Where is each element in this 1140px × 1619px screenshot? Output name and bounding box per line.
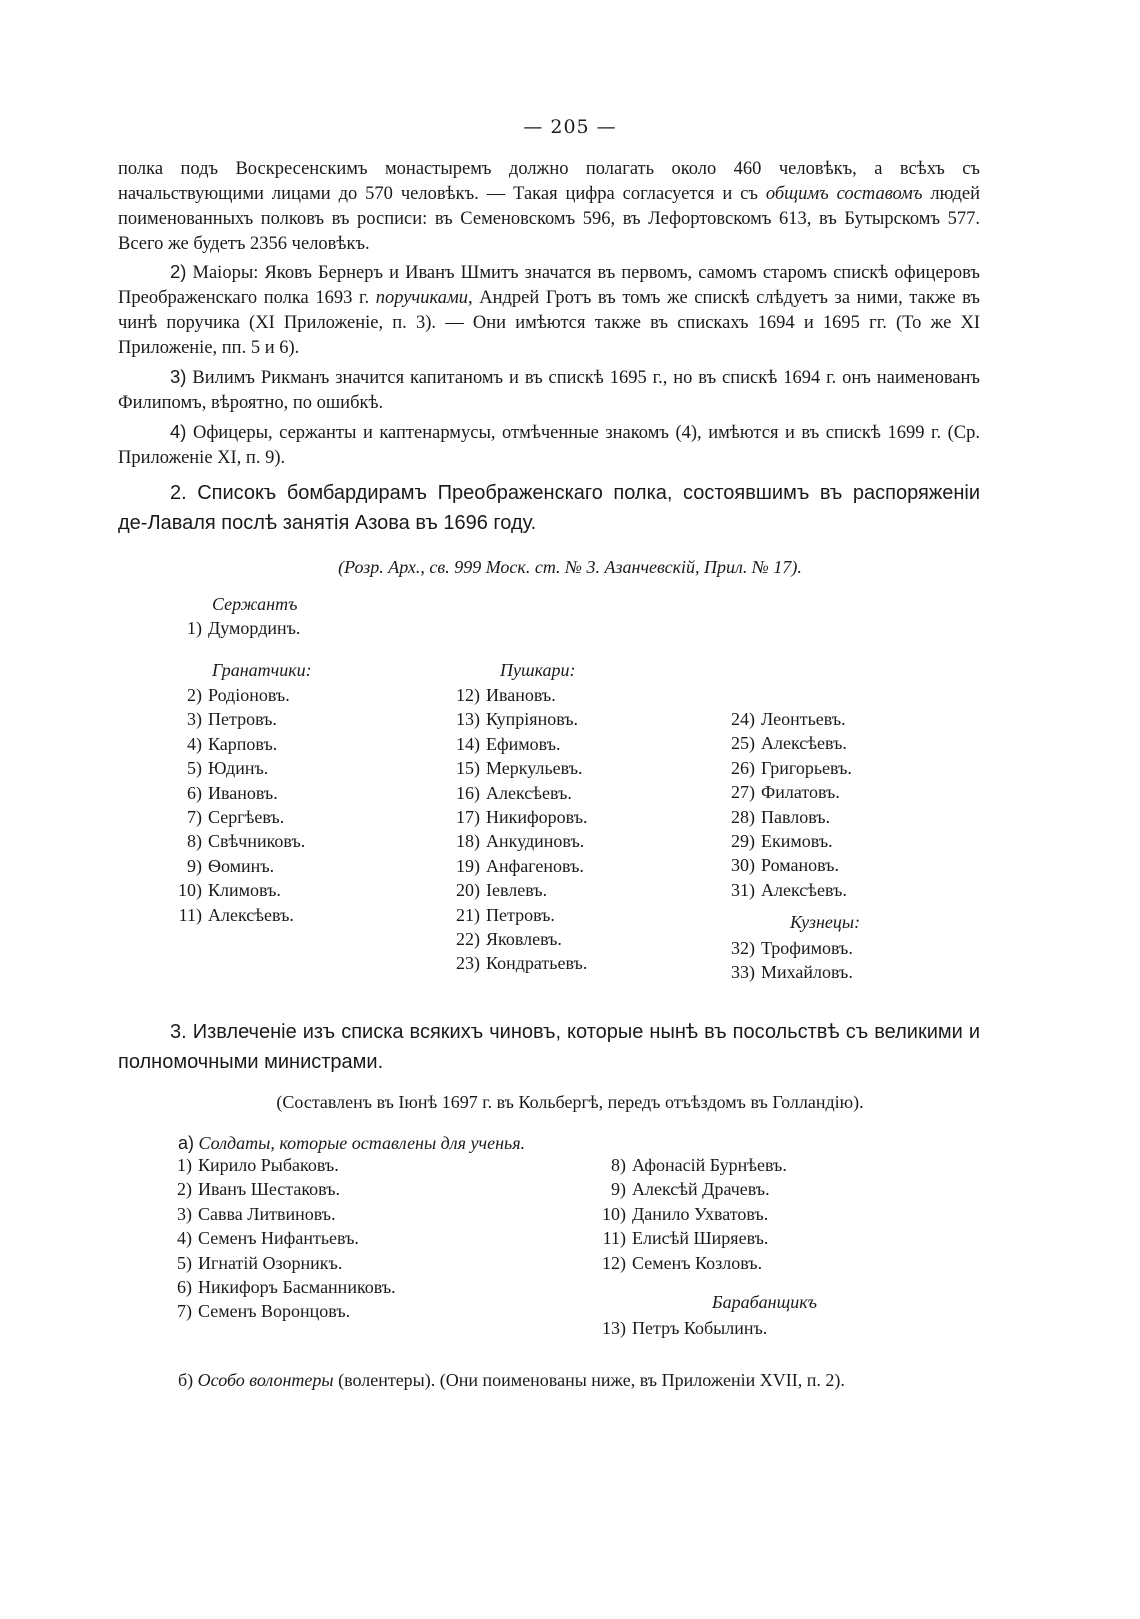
item-number: 7) xyxy=(187,807,202,827)
item-number: 4) xyxy=(177,1228,192,1249)
item-name: Климовъ. xyxy=(208,880,281,901)
item-name: Свѣчниковъ. xyxy=(208,831,306,852)
list-item xyxy=(168,1275,396,1299)
note-number: 3) xyxy=(170,366,187,387)
list-item xyxy=(168,1153,339,1177)
item-number: 16) xyxy=(456,782,480,803)
item-name: Алексѣевъ. xyxy=(761,733,847,754)
list-item xyxy=(168,1226,359,1250)
item-name: Ефимовъ. xyxy=(486,733,561,754)
item-number: 29) xyxy=(731,831,755,851)
item-name: Данило Ухватовъ. xyxy=(632,1203,769,1224)
list-item xyxy=(440,927,562,951)
item-name: Игнатій Озорникъ. xyxy=(198,1252,343,1273)
item-number: 7) xyxy=(177,1301,192,1322)
item-name: Никифоровъ. xyxy=(486,807,588,827)
item-name: Яковлевъ. xyxy=(486,929,562,949)
item-name: Павловъ. xyxy=(761,806,831,827)
item-name: Карповъ. xyxy=(208,733,278,754)
item-number: 28) xyxy=(731,806,755,827)
list-item xyxy=(168,1299,350,1323)
intro-text-a: полка подъ Воскресенскимъ монастыремъ должно полагать около 460 человѣкъ, а всѣхъ съ начальствующими лицами до 570 человѣкъ. — Такая цифра согласуется и съ xyxy=(118,159,980,204)
item-name: Романовъ. xyxy=(761,855,839,876)
intro-italic: общимъ составомъ xyxy=(765,184,923,204)
smiths-label: Кузнецы: xyxy=(790,912,861,932)
page-number: — 205 — xyxy=(523,116,617,138)
item-number: 11) xyxy=(178,904,202,925)
intro-text-b: людей поименованныхъ полковъ въ росписи: въ Семеновскомъ 596, въ Лефортовскомъ 613, въ Бутырскомъ 577. Всего же будетъ 2356 человѣкъ. xyxy=(118,184,980,254)
list-item xyxy=(440,732,561,756)
item-number: 19) xyxy=(456,855,480,876)
sergeant-label: Сержантъ xyxy=(212,594,298,614)
note-number: 4) xyxy=(170,421,187,442)
list-item xyxy=(440,829,584,853)
item-number: 5) xyxy=(177,1252,192,1273)
list-item xyxy=(440,951,587,975)
item-name: Афонасій Бурнѣевъ. xyxy=(632,1155,787,1175)
item-name: Кондратьевъ. xyxy=(486,953,588,974)
item-number: 14) xyxy=(456,733,480,754)
list-item xyxy=(715,936,853,960)
item-number: 24) xyxy=(731,709,755,729)
list-item xyxy=(168,1202,336,1226)
item-name: Петровъ. xyxy=(208,709,277,730)
item-name: Алексѣй Драчевъ. xyxy=(632,1179,770,1200)
section-2-heading: 2. Списокъ бомбардирамъ Преображенскаго полка, состоявшимъ въ распоряженіи де-Лаваля послѣ занятія Азова въ 1696 году. xyxy=(118,482,980,534)
sub-a-mark: а) xyxy=(178,1133,195,1153)
item-name: Родіоновъ. xyxy=(208,685,290,705)
note-text: Вилимъ Рикманъ значится капитаномъ и въ спискѣ 1695 г., но въ спискѣ 1694 г. онъ наименованъ Филипомъ, вѣроятно, по ошибкѣ. xyxy=(118,368,980,413)
list-item xyxy=(715,756,852,780)
section-3-note: (Составленъ въ Іюнѣ 1697 г. въ Кольбергѣ, передъ отъѣздомъ въ Голландію). xyxy=(276,1092,864,1112)
item-name: Меркульевъ. xyxy=(486,758,583,779)
item-name: Ивановъ. xyxy=(486,685,556,705)
list-item xyxy=(170,878,281,902)
list-item xyxy=(168,1251,342,1275)
item-name: Трофимовъ. xyxy=(761,938,853,958)
item-number: 33) xyxy=(731,962,755,983)
item-name: Ѳоминъ. xyxy=(208,855,275,876)
item-name: Алексѣевъ. xyxy=(208,904,294,925)
item-number: 10) xyxy=(602,1203,626,1224)
item-name: Купріяновъ. xyxy=(486,709,579,730)
item-number: 9) xyxy=(187,855,202,876)
sub-b-text: (волентеры). (Они поименованы ниже, въ Приложеніи XVII, п. 2). xyxy=(333,1370,845,1390)
note-text: Офицеры, сержанты и каптенармусы, отмѣченные знакомъ (4), имѣются и въ спискѣ 1699 г. (Ср. Приложеніе XI, п. 9). xyxy=(118,423,980,468)
list-item xyxy=(440,805,588,829)
item-name: Петръ Кобылинъ. xyxy=(632,1318,768,1338)
note-text: Маіоры: Яковъ Бернеръ и Иванъ Шмитъ значатся въ первомъ, самомъ старомъ спискѣ офицеровъ Преображенскаго полка 1693 г. xyxy=(118,263,980,308)
item-number: 31) xyxy=(731,879,755,900)
item-number: 30) xyxy=(731,855,755,876)
gunners-label: Пушкари: xyxy=(500,660,576,680)
item-name: Екимовъ. xyxy=(761,831,833,851)
item-number: 26) xyxy=(731,757,755,778)
item-name: Леонтьевъ. xyxy=(761,709,846,729)
list-item xyxy=(440,756,583,780)
item-number: 8) xyxy=(187,831,202,852)
section-3-heading-block xyxy=(118,1017,980,1077)
sub-a-label: Солдаты, которые оставлены для ученья. xyxy=(198,1133,526,1153)
item-name: Никифоръ Басманниковъ. xyxy=(198,1277,396,1297)
list-item xyxy=(440,878,547,902)
list-item xyxy=(170,903,294,927)
item-name: Семенъ Козловъ. xyxy=(632,1252,763,1273)
note-text: Андрей Гротъ въ томъ же спискѣ слѣдуетъ за ними, также въ чинѣ поручика (XI Приложеніе, п. 3). — Они имѣются также въ спискахъ 1694 и 1695 гг. (То же XI Приложеніе, пп. 5 и 6). xyxy=(118,288,980,358)
list-item xyxy=(170,854,274,878)
item-number: 3) xyxy=(177,1203,192,1224)
item-number: 2) xyxy=(177,1179,192,1200)
list-item xyxy=(590,1226,768,1250)
list-item xyxy=(590,1177,770,1201)
item-name: Юдинъ. xyxy=(208,758,269,779)
note-4 xyxy=(118,419,980,471)
item-number: 6) xyxy=(177,1277,192,1297)
list-item xyxy=(170,829,305,853)
item-number: 15) xyxy=(456,758,480,779)
item-number: 10) xyxy=(178,880,202,901)
item-name: Иванъ Шестаковъ. xyxy=(198,1179,341,1200)
list-item xyxy=(590,1251,762,1275)
item-name: Семенъ Воронцовъ. xyxy=(198,1301,351,1322)
item-number: 22) xyxy=(456,929,480,949)
item-number: 1) xyxy=(177,1155,192,1175)
note-3 xyxy=(118,364,980,416)
grenadiers-label: Гранатчики: xyxy=(212,660,312,680)
list-item xyxy=(440,683,556,707)
note-2 xyxy=(118,259,980,361)
list-item xyxy=(715,805,830,829)
sub-b-mark: б) xyxy=(178,1370,194,1390)
item-number: 12) xyxy=(602,1252,626,1273)
item-number: 18) xyxy=(456,831,480,852)
item-name: Семенъ Нифантьевъ. xyxy=(198,1228,359,1249)
list-item xyxy=(170,616,300,640)
list-item xyxy=(440,854,584,878)
list-item xyxy=(170,756,268,780)
list-item xyxy=(715,731,847,755)
list-item xyxy=(715,960,853,984)
list-item xyxy=(440,781,572,805)
item-number: 23) xyxy=(456,953,480,974)
item-number: 25) xyxy=(731,733,755,754)
drummer-label: Барабанщикъ xyxy=(712,1292,817,1312)
notes-block xyxy=(118,259,980,471)
list-item xyxy=(168,1177,340,1201)
list-item xyxy=(715,878,847,902)
item-name: Михайловъ. xyxy=(761,962,853,983)
note-number: 2) xyxy=(170,261,187,282)
list-item xyxy=(440,707,578,731)
item-number: 12) xyxy=(456,685,480,705)
item-name: Филатовъ. xyxy=(761,782,840,803)
sub-b-paragraph xyxy=(178,1370,845,1391)
sub-a-heading xyxy=(178,1133,525,1154)
item-number: 27) xyxy=(731,782,755,803)
item-number: 1) xyxy=(187,618,202,638)
list-item xyxy=(590,1153,787,1177)
list-item xyxy=(715,707,846,731)
item-number: 11) xyxy=(602,1228,626,1249)
item-number: 3) xyxy=(187,709,202,730)
sub-b-italic: Особо волонтеры xyxy=(197,1370,334,1390)
section-2-heading-block xyxy=(118,478,980,538)
item-number: 32) xyxy=(731,938,755,958)
intro-paragraph xyxy=(118,157,980,257)
item-number: 17) xyxy=(456,807,480,827)
item-name: Кирило Рыбаковъ. xyxy=(198,1155,339,1175)
item-number: 2) xyxy=(187,685,202,705)
item-name: Елисѣй Ширяевъ. xyxy=(632,1228,769,1249)
list-item xyxy=(170,781,278,805)
list-item xyxy=(715,853,839,877)
list-item xyxy=(170,683,290,707)
note-italic: поручиками, xyxy=(375,288,473,308)
item-number: 6) xyxy=(187,782,202,803)
item-name: Савва Литвиновъ. xyxy=(198,1203,336,1224)
item-name: Сергѣевъ. xyxy=(208,807,285,827)
item-name: Іевлевъ. xyxy=(486,880,548,901)
list-item xyxy=(590,1316,767,1340)
item-name: Григорьевъ. xyxy=(761,757,852,778)
item-number: 5) xyxy=(187,758,202,779)
list-item xyxy=(440,903,555,927)
section-2-source: (Розр. Арх., св. 999 Моск. ст. № 3. Азанчевскій, Прил. № 17). xyxy=(338,557,802,577)
item-number: 4) xyxy=(187,733,202,754)
item-name: Алексѣевъ. xyxy=(486,782,572,803)
item-name: Анкудиновъ. xyxy=(486,831,585,852)
list-item xyxy=(590,1202,768,1226)
item-number: 21) xyxy=(456,904,480,925)
list-item xyxy=(715,780,840,804)
item-number: 13) xyxy=(456,709,480,730)
item-name: Ивановъ. xyxy=(208,782,278,803)
item-number: 8) xyxy=(611,1155,626,1175)
item-number: 13) xyxy=(602,1318,626,1338)
item-name: Петровъ. xyxy=(486,904,555,925)
list-item xyxy=(170,707,277,731)
list-item xyxy=(715,829,833,853)
item-name: Анфагеновъ. xyxy=(486,855,584,876)
item-number: 9) xyxy=(611,1179,626,1200)
item-number: 20) xyxy=(456,880,480,901)
item-name: Думординъ. xyxy=(208,618,301,638)
section-3-heading: 3. Извлеченіе изъ списка всякихъ чиновъ, которые нынѣ въ посольствѣ съ великими и полномочными министрами. xyxy=(118,1021,980,1073)
list-item xyxy=(170,732,277,756)
list-item xyxy=(170,805,284,829)
item-name: Алексѣевъ. xyxy=(761,879,847,900)
